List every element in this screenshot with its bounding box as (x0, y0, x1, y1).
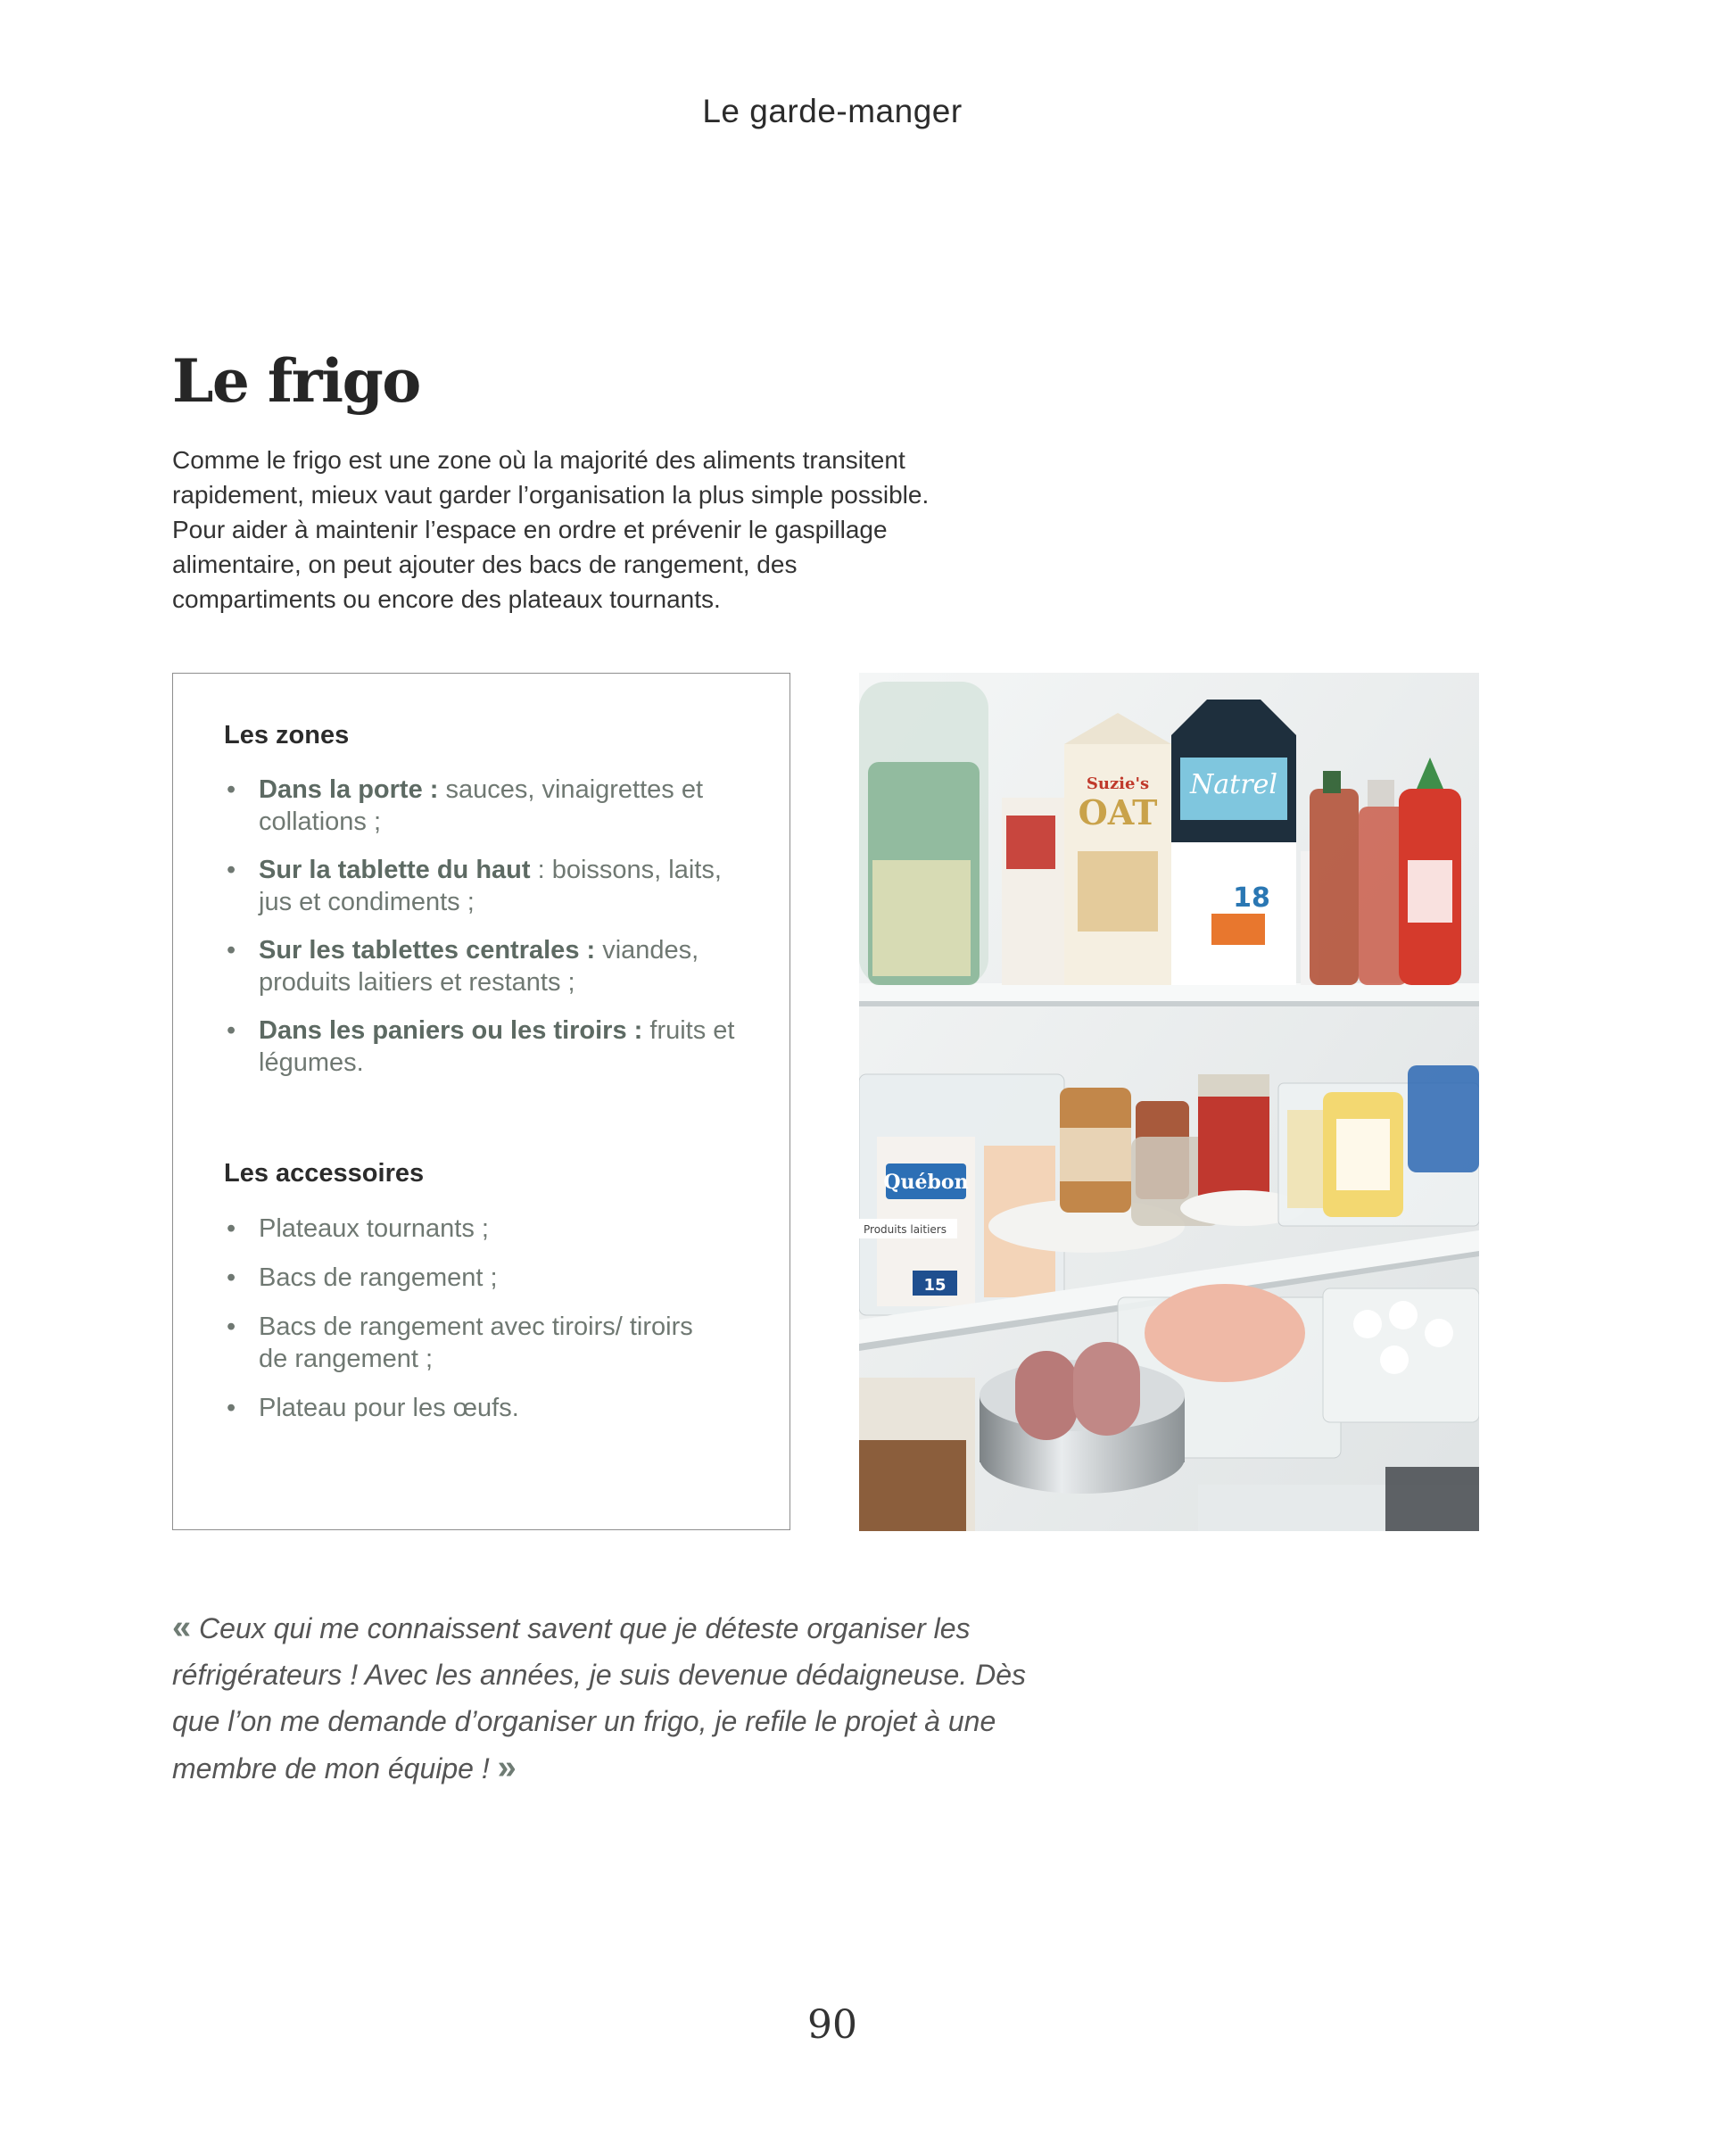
list-item (224, 774, 759, 838)
accessories-list (224, 1213, 759, 1424)
zone-label: Dans les paniers ou les tiroirs : (259, 1016, 643, 1045)
photo-label: Produits laitiers (864, 1223, 947, 1236)
fridge-photo (859, 673, 1479, 1531)
list-item (224, 854, 759, 918)
list-item: • Plateau pour les œufs. (224, 1392, 759, 1424)
zone-label: Sur les tablettes centrales : (259, 936, 596, 965)
running-header: Le garde-manger (702, 93, 963, 129)
fridge-illustration (859, 673, 1479, 1531)
photo-label: 15 (923, 1276, 947, 1295)
zone-label: Sur la tablette du haut (259, 856, 531, 884)
list-item: • Bacs de rangement avec tiroirs/ tiroirs de rangement ; (224, 1311, 759, 1375)
photo-label: Suzie's (1086, 774, 1150, 793)
zone-text: : boissons, laits, jus et condiments ; (259, 856, 722, 916)
photo-label: OAT (1078, 792, 1158, 832)
intro-paragraph: Comme le frigo est une zone où la majorité des aliments transitent rapidement, mieux vaut garder l’organisation la plus simple possible. Pour aider à maintenir l’espace en ordre et prévenir le gaspillage alimentaire, on peut ajouter des bacs de rangement, des compartiments ou encore des plateaux tournants. (172, 446, 930, 613)
quote-text: Ceux qui me connaissent savent que je déteste organiser les réfrigérateurs ! Avec les années, je suis devenue dédaigneuse. Dès que l’on me demande d’organiser un frigo, je refile le projet à une membre de mon équipe ! (172, 1612, 1027, 1785)
list-item (224, 934, 759, 998)
accessories-heading: Les accessoires (224, 1159, 425, 1188)
list-item: • Plateaux tournants ; (224, 1213, 759, 1245)
photo-label: Natrel (1190, 769, 1277, 800)
zone-text: viandes, produits laitiers et restants ; (259, 936, 699, 997)
list-item (224, 1014, 759, 1079)
zones-list (224, 774, 759, 1079)
zone-text: sauces, vinaigrettes et collations ; (259, 775, 704, 836)
zone-text: fruits et légumes. (259, 1016, 735, 1077)
zones-heading: Les zones (224, 721, 350, 749)
page-number: 90 (807, 2002, 857, 2048)
section-title: Le frigo (172, 346, 420, 416)
open-quote-mark: « (172, 1609, 192, 1646)
photo-label: Québon (883, 1171, 969, 1194)
close-quote-mark: » (497, 1749, 517, 1786)
info-box (172, 673, 790, 1530)
list-item: • Bacs de rangement ; (224, 1262, 759, 1294)
pull-quote (172, 1604, 1073, 1792)
photo-label: 18 (1233, 882, 1270, 914)
zone-label: Dans la porte : (259, 775, 439, 804)
